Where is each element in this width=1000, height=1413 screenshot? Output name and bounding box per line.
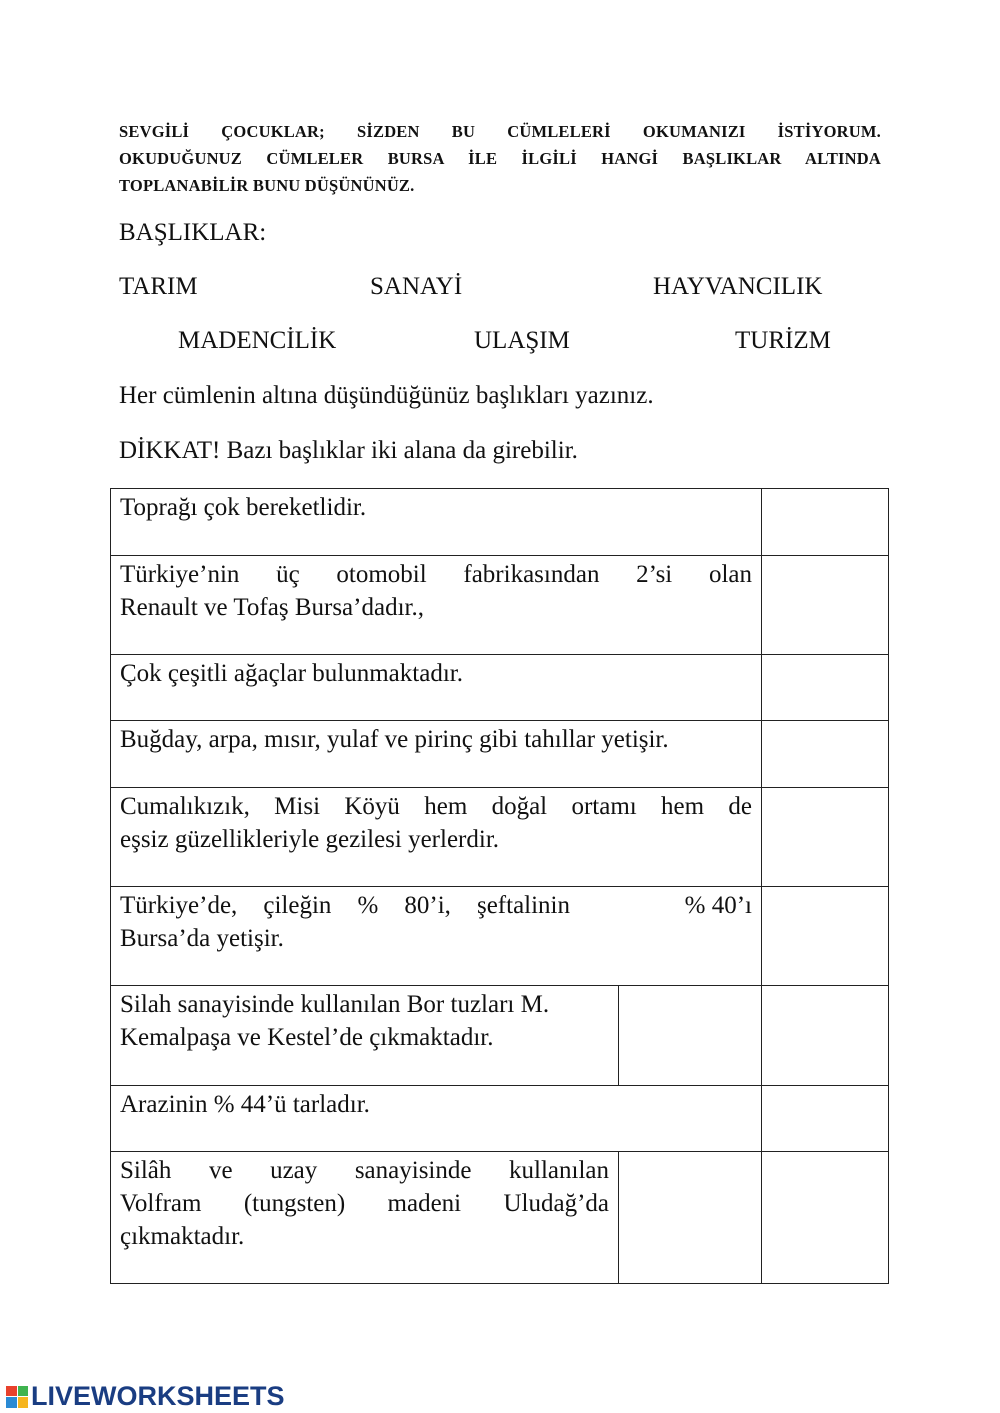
- heading-ulasim: ULAŞIM: [474, 327, 570, 354]
- heading-sanayi: SANAYİ: [370, 273, 463, 300]
- sentence-9-line-2: Volfram (tungsten) madeni Uludağ’da: [120, 1190, 609, 1217]
- answer-cell-2[interactable]: [762, 556, 888, 654]
- sentence-9: [120, 1154, 609, 1253]
- sentence-2-line-2: Renault ve Tofaş Bursa’dadır.,: [120, 594, 424, 621]
- sentence-8: [120, 1088, 752, 1121]
- instruction-text: Her cümlenin altına düşündüğünüz başlıkları yazınız.: [119, 382, 654, 409]
- heading-turizm: TURİZM: [735, 327, 831, 354]
- table-border-bottom: [110, 1283, 889, 1284]
- sentence-5-line-2: eşsiz güzellikleriyle gezilesi yerlerdir.: [120, 826, 500, 853]
- sentence-6-line-1: [120, 889, 752, 922]
- answer-cell-7b[interactable]: [762, 986, 888, 1085]
- sentence-5: [120, 790, 752, 856]
- brand-name: LIVEWORKSHEETS: [31, 1381, 285, 1411]
- sentence-6: [120, 889, 752, 955]
- sentence-7-line-1: Silah sanayisinde kullanılan Bor tuzları M.: [120, 991, 550, 1018]
- sentence-3-text: Çok çeşitli ağaçlar bulunmaktadır.: [120, 660, 463, 687]
- sentence-9-line-3: çıkmaktadır.: [120, 1223, 245, 1250]
- sentence-7: [120, 988, 610, 1054]
- heading-hayvancilik: HAYVANCILIK: [653, 273, 823, 300]
- sentence-6-line-2: Bursa’da yetişir.: [120, 925, 284, 952]
- headings-title: BAŞLIKLAR:: [119, 219, 267, 246]
- intro-text: [119, 118, 881, 199]
- answer-cell-6[interactable]: [762, 887, 888, 985]
- sentence-5-line-1: Cumalıkızık, Misi Köyü hem doğal ortamı hem de: [120, 793, 752, 820]
- footer-brand: [6, 1381, 285, 1412]
- answer-cell-5[interactable]: [762, 788, 888, 886]
- sentence-1: [120, 491, 752, 524]
- sentence-8-text: Arazinin % 44’ü tarladır.: [120, 1091, 370, 1118]
- answer-cell-7a[interactable]: [619, 986, 761, 1085]
- sentence-9-line-1: Silâh ve uzay sanayisinde kullanılan: [120, 1157, 609, 1184]
- sentence-1-text: Toprağı çok bereketlidir.: [120, 494, 367, 521]
- intro-line-2: OKUDUĞUNUZ CÜMLELER BURSA İLE İLGİLİ HANGİ BAŞLIKLAR ALTINDA: [119, 149, 881, 168]
- intro-line-1: SEVGİLİ ÇOCUKLAR; SİZDEN BU CÜMLELERİ OKUMANIZI İSTİYORUM.: [119, 122, 881, 141]
- answer-cell-3[interactable]: [762, 655, 888, 720]
- sentence-7-line-2: Kemalpaşa ve Kestel’de çıkmaktadır.: [120, 1024, 494, 1051]
- answer-cell-1[interactable]: [762, 489, 888, 555]
- sentence-4-text: Buğday, arpa, mısır, yulaf ve pirinç gibi tahıllar yetişir.: [120, 726, 669, 753]
- sentence-2: [120, 558, 752, 624]
- liveworksheets-logo-icon: [6, 1386, 28, 1408]
- intro-line-3: TOPLANABİLİR BUNU DÜŞÜNÜNÜZ.: [119, 176, 415, 195]
- answer-table: [110, 488, 889, 1284]
- sentence-2-line-1: Türkiye’nin üç otomobil fabrikasından 2’si olan: [120, 561, 752, 588]
- heading-tarim: TARIM: [119, 273, 198, 300]
- sentence-6-part-b: % 40’ı: [684, 892, 752, 919]
- answer-cell-4[interactable]: [762, 721, 888, 787]
- answer-cell-9a[interactable]: [619, 1152, 761, 1283]
- sentence-4: [120, 723, 760, 756]
- sentence-6-part-a: Türkiye’de, çileğin % 80’i, şeftalinin: [120, 892, 570, 919]
- warning-text: DİKKAT! Bazı başlıklar iki alana da girebilir.: [119, 437, 578, 464]
- answer-cell-9b[interactable]: [762, 1152, 888, 1283]
- heading-madencilik: MADENCİLİK: [178, 327, 337, 354]
- answer-cell-8[interactable]: [762, 1086, 888, 1151]
- sentence-3: [120, 657, 752, 690]
